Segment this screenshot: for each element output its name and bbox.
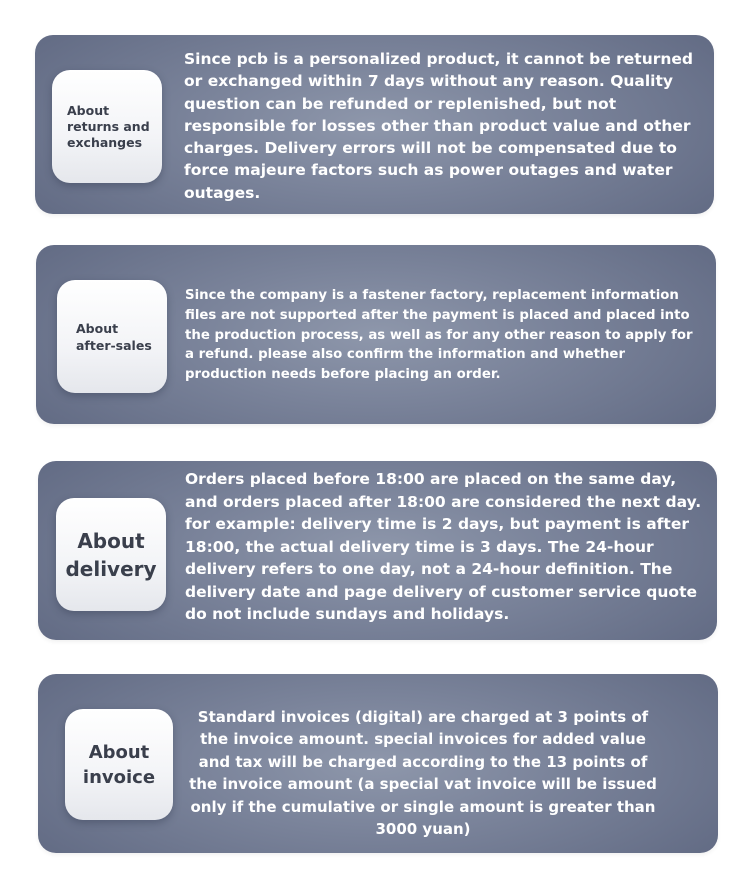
badge-line: after-sales: [76, 337, 152, 353]
returns-exchanges-badge: [52, 70, 162, 183]
badge-line: invoice: [82, 766, 156, 788]
badge-line: About: [88, 741, 150, 763]
badge-line: About: [76, 320, 119, 336]
delivery-badge: [56, 498, 166, 611]
badge-line: delivery: [65, 556, 157, 581]
invoice-badge: [65, 709, 173, 820]
invoice-text: Standard invoices (digital) are charged at 3 points of the invoice amount. special invoices for added value and tax will be charged according to the 13 points of the invoice amount (a special vat invoice will be issued only if the cumulative or single amount is greater than 3000 yuan): [189, 708, 657, 839]
badge-line: About: [77, 528, 145, 553]
after-sales-badge: [57, 280, 167, 393]
returns-exchanges-card: [35, 35, 714, 214]
badge-line: About: [67, 102, 110, 118]
after-sales-card: [36, 245, 716, 424]
delivery-text: Orders placed before 18:00 are placed on the same day, and orders placed after 18:00 are considered the next day. for example: delivery time is 2 days, but payment is after 18:00, the actual delivery time is 3 days. The 24-hour delivery refers to one day, not a 24-hour definition. The delivery date and page delivery of customer service quote do not include sundays and holidays.: [185, 470, 702, 623]
badge-line: returns and: [67, 118, 150, 134]
invoice-card: [38, 674, 718, 853]
returns-exchanges-text: Since pcb is a personalized product, it cannot be returned or exchanged within 7 days without any reason. Quality question can be refunded or replenished, but not responsible for losses other than product value and other charges. Delivery errors will not be compensated due to force majeure factors such as power outages and water outages.: [184, 50, 694, 202]
badge-line: exchanges: [67, 134, 143, 150]
delivery-card: [38, 461, 717, 640]
after-sales-text: Since the company is a fastener factory, replacement information files are not supported after the payment is placed and placed into the production process, as well as for any other reason to apply for a refund. please also confirm the information and whether production needs before placing an order.: [185, 288, 693, 383]
